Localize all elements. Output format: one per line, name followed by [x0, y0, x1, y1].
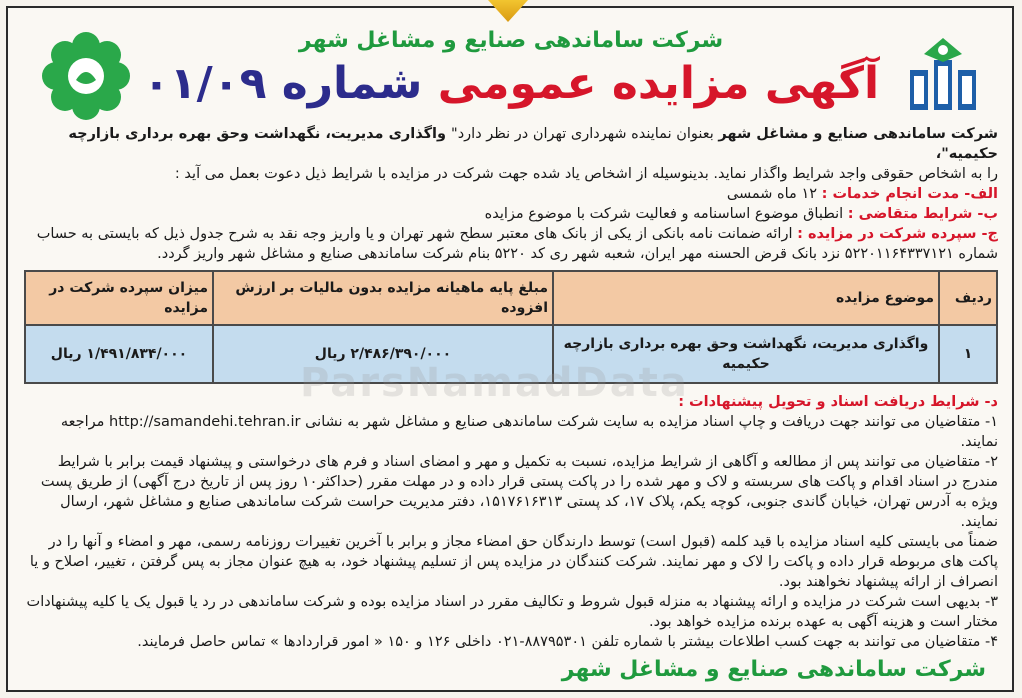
notice-body [24, 124, 998, 652]
section-d-title: د- شرایط دریافت اسناد و تحویل پیشنهادات : [678, 394, 998, 410]
section-c-text: ارائه ضمانت نامه بانکی از یکی از بانک های معتبر سطح شهر تهران و یا واریز وجه نقد به شرح جدول ذیل که بایستی به حساب [36, 226, 798, 242]
watermark: ParsNamadData [300, 360, 689, 406]
table-header-row [25, 271, 997, 325]
section-a-label: الف- مدت انجام خدمات : [821, 186, 998, 202]
auction-table [24, 270, 998, 384]
section-a [24, 184, 998, 204]
section-a-text: ۱۲ ماه شمسی [726, 186, 822, 202]
section-c [24, 224, 998, 244]
footer-company-name: شرکت ساماندهی صنایع و مشاغل شهر [561, 657, 986, 682]
table-header-cell: ردیف [939, 271, 997, 325]
table-header-cell: مبلغ پایه ماهیانه مزایده بدون مالیات بر ارزش افزوده [213, 271, 553, 325]
section-b-text: انطباق موضوع اساسنامه و فعالیت شرکت با موضوع مزایده [484, 206, 848, 222]
section-d-item-3: ۳- بدیهی است شرکت در مزایده و ارائه پیشنهاد به منزله قبول شروط و تکالیف مقرر در اسناد مزایده بوده و شرکت ساماندهی در رد یا قبول یک یا کلیه پیشنهادات مختار است و هزینه آگهی به عهده برنده مزایده خواهد بود. [26, 594, 998, 630]
section-d-item-2: ۲- متقاضیان می توانند پس از مطالعه و آگاهی از شرایط مزایده، نسبت به تکمیل و مهر و امضای اسناد و فرم های درخواستی و پیشنهاد قیمت برابر با شرایط مندرج در اسناد اقدام و پاکت های سربسته و لاک و مهر شده را در پاکت پستی قرار داده و در مهلت مقرر (حداکثر۱۰ روز پس از تاریخ درج آگهی) از طریق پست ویژه به آدرس تهران، خیابان گاندی جنوبی، کوچه یکم، پلاک ۱۷، کد پستی ۱۵۱۷۶۱۶۳۱۳، دفتر مدیریت حراست شرکت ساماندهی صنایع و مشاغل شهر، ارسال نمایند. [40, 454, 998, 530]
title-number-part: شماره ۰۱/۰۹ [142, 58, 423, 109]
notice-title [0, 58, 1022, 109]
title-red-part: آگهی مزایده عمومی [437, 58, 880, 109]
intro-line-2: را به اشخاص حقوقی واجد شرایط واگذار نماید. بدینوسیله از اشخاص یاد شده جهت شرکت در مزایده با شرایط ذیل دعوت بعمل می آید : [174, 166, 998, 182]
table-cell: ۱ [939, 325, 997, 383]
section-c-line-2: شماره ۵۲۲۰۱۱۶۴۳۳۷۱۲۱ نزد بانک قرض الحسنه مهر ایران، شعبه شهر ری کد ۵۲۲۰ بنام شرکت ساماندهی صنایع و مشاغل شهر واریز گردد. [157, 246, 998, 262]
table-header-cell: میزان سپرده شرکت در مزایده [25, 271, 213, 325]
table-header-cell: موضوع مزایده [553, 271, 939, 325]
intro-company: شرکت ساماندهی صنایع و مشاغل شهر [718, 126, 998, 142]
table-row [25, 325, 997, 383]
section-c-label: ج- سپرده شرکت در مزایده : [797, 226, 998, 242]
table-cell: ۱/۴۹۱/۸۳۴/۰۰۰ ریال [25, 325, 213, 383]
intro-subject: واگذاری مدیریت، نگهداشت وحق بهره برداری بازارچه حکیمیه"، [68, 126, 998, 162]
table-cell: ۲/۴۸۶/۳۹۰/۰۰۰ ریال [213, 325, 553, 383]
section-d-item-4: ۴- متقاضیان می توانند به جهت کسب اطلاعات بیشتر با شماره تلفن ۸۸۷۹۵۳۰۱-۰۲۱ داخلی ۱۲۶ و ۱۵۰ « امور قراردادها » تماس حاصل فرمایند. [137, 634, 998, 650]
section-b-label: ب- شرایط متقاضی : [847, 206, 998, 222]
section-d-item-1: ۱- متقاضیان می توانند جهت دریافت و چاپ اسناد مزایده به سایت شرکت ساماندهی صنایع و مشاغل شهر به نشانی http://samandehi.tehran.ir مراجعه نمایند. [60, 414, 998, 450]
intro-text: بعنوان نماینده شهرداری تهران در نظر دارد" [451, 126, 719, 142]
section-d-note: ضمناً می بایستی کلیه اسناد مزایده با قید کلمه (قبول است) توسط دارندگان حق امضاء مجاز و برابر با آخرین تغییرات روزنامه رسمی، مهر و امضاء و آنها را در پاکت های مربوطه قرار داده و پاکت را لاک و مهر نمایند. شرکت کنندگان در مزایده پس از تسلیم پیشنهاد خود، به هیچ عنوان مجاز به پس گرفتن ، تغییر، اصلاح و یا انصراف از ارائه پیشنهاد نخواهند بود. [29, 534, 998, 590]
intro-line-1 [24, 124, 998, 164]
company-name-header: شرکت ساماندهی صنایع و مشاغل شهر [298, 28, 724, 53]
table-cell: واگذاری مدیریت، نگهداشت وحق بهره برداری بازارچه حکیمیه [553, 325, 939, 383]
section-b [24, 204, 998, 224]
